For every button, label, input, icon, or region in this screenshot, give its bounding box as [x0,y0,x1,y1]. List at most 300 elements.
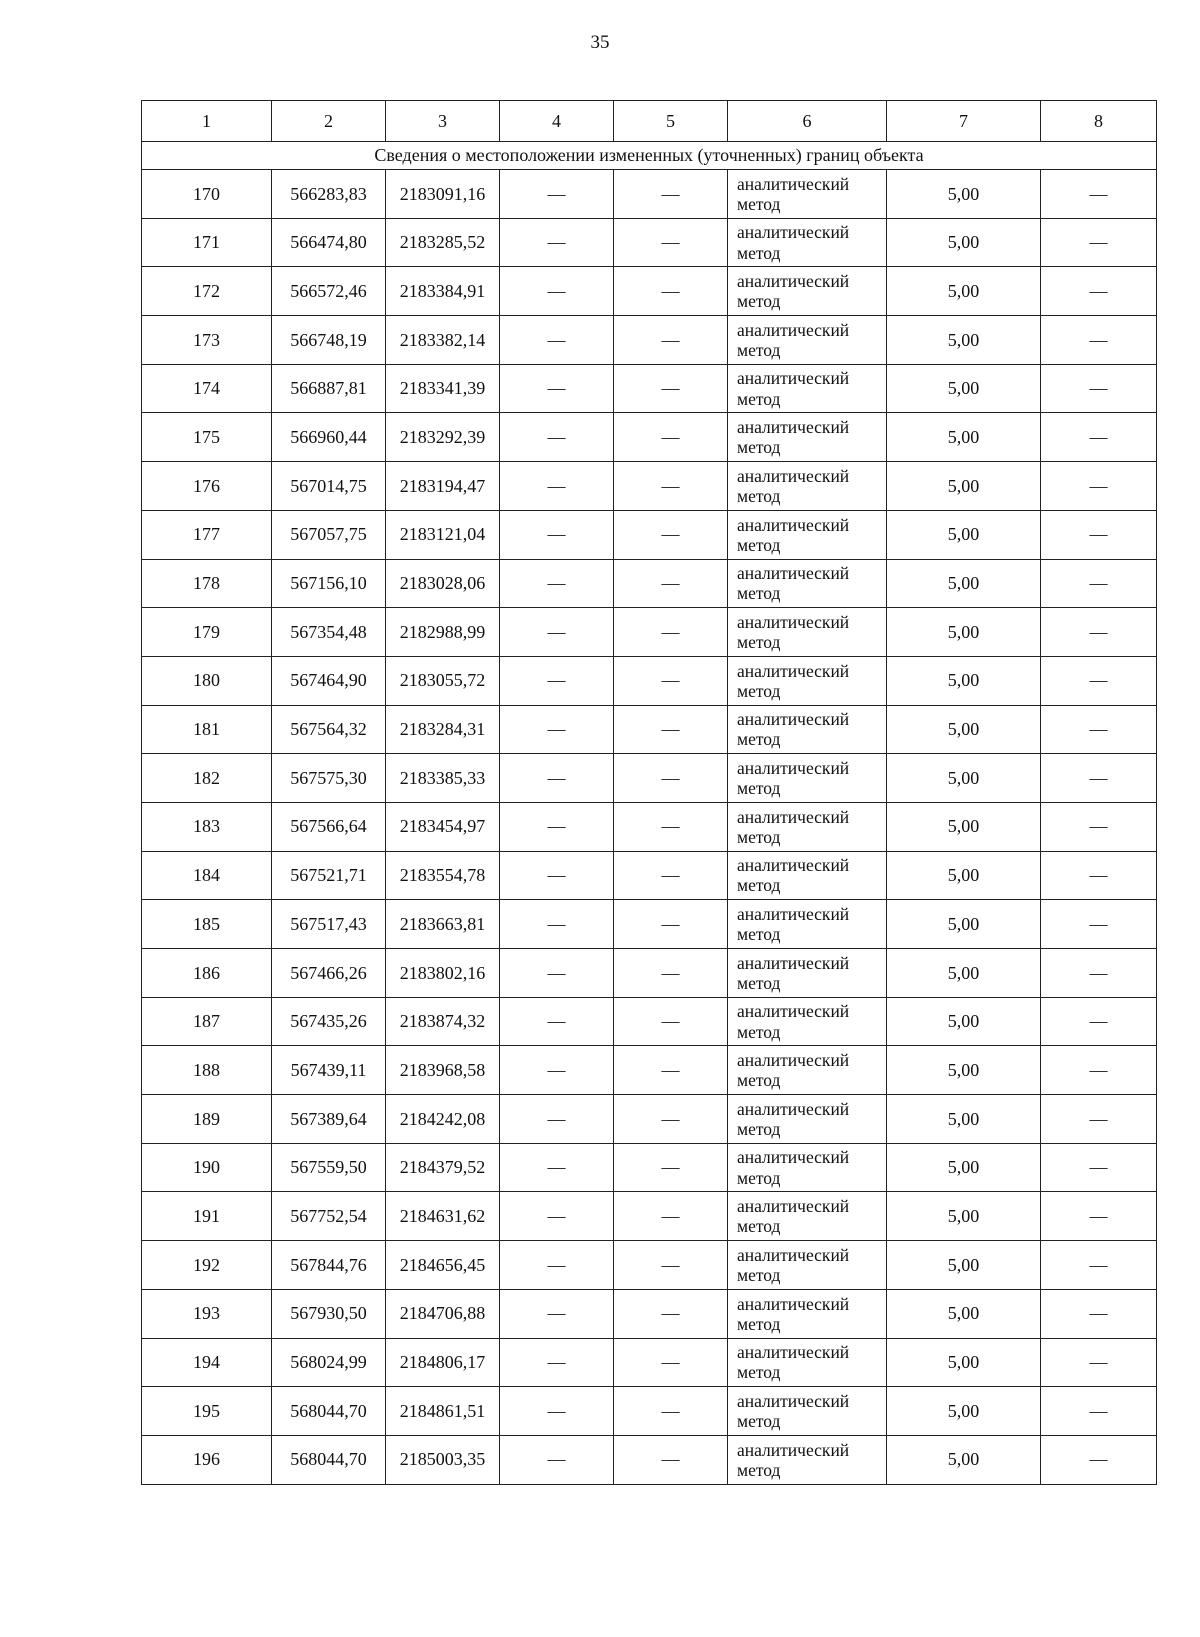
x-coordinate-cell: 567466,26 [272,949,386,998]
column-5-cell: — [614,1435,728,1484]
method-cell [728,1046,887,1095]
table-row [142,608,1157,657]
method-line-2: метод [737,729,781,750]
column-5-cell: — [614,656,728,705]
table-row [142,1192,1157,1241]
method-cell [728,705,887,754]
column-4-cell: — [500,364,614,413]
y-coordinate-cell: 2183382,14 [386,316,500,365]
x-coordinate-cell: 567389,64 [272,1095,386,1144]
column-4-cell: — [500,608,614,657]
method-cell [728,900,887,949]
column-8-cell: — [1041,1289,1157,1338]
column-5-cell: — [614,1143,728,1192]
method-line-2: метод [737,193,781,214]
point-number-cell: 189 [142,1095,272,1144]
column-header: 3 [386,101,500,142]
point-number-cell: 193 [142,1289,272,1338]
method-line-1: аналитический [737,855,850,876]
column-4-cell: — [500,997,614,1046]
method-line-1: аналитический [737,1098,850,1119]
header-row [142,101,1157,142]
method-line-2: метод [737,972,781,993]
method-line-2: метод [737,924,781,945]
method-line-1: аналитический [737,1050,850,1071]
x-coordinate-cell: 567752,54 [272,1192,386,1241]
method-line-2: метод [737,826,781,847]
point-number-cell: 171 [142,218,272,267]
point-number-cell: 173 [142,316,272,365]
y-coordinate-cell: 2184656,45 [386,1241,500,1290]
table-row [142,851,1157,900]
table-row [142,1095,1157,1144]
column-5-cell: — [614,267,728,316]
table-row [142,705,1157,754]
method-cell [728,413,887,462]
accuracy-cell: 5,00 [887,462,1041,511]
column-5-cell: — [614,218,728,267]
column-4-cell: — [500,1241,614,1290]
method-cell [728,1289,887,1338]
point-number-cell: 179 [142,608,272,657]
column-header: 7 [887,101,1041,142]
column-4-cell: — [500,802,614,851]
method-line-1: аналитический [737,1293,850,1314]
x-coordinate-cell: 568044,70 [272,1435,386,1484]
column-8-cell: — [1041,364,1157,413]
table-row [142,997,1157,1046]
column-8-cell: — [1041,949,1157,998]
column-8-cell: — [1041,802,1157,851]
method-line-1: аналитический [737,1147,850,1168]
method-line-1: аналитический [737,563,850,584]
method-line-2: метод [737,485,781,506]
x-coordinate-cell: 567435,26 [272,997,386,1046]
method-line-2: метод [737,1070,781,1091]
point-number-cell: 172 [142,267,272,316]
accuracy-cell: 5,00 [887,1046,1041,1095]
column-4-cell: — [500,1192,614,1241]
point-number-cell: 182 [142,754,272,803]
column-4-cell: — [500,754,614,803]
x-coordinate-cell: 567521,71 [272,851,386,900]
point-number-cell: 196 [142,1435,272,1484]
x-coordinate-cell: 567930,50 [272,1289,386,1338]
column-5-cell: — [614,413,728,462]
column-4-cell: — [500,851,614,900]
column-5-cell: — [614,1046,728,1095]
method-line-1: аналитический [737,806,850,827]
column-5-cell: — [614,364,728,413]
table-row [142,1387,1157,1436]
method-line-2: метод [737,1362,781,1383]
accuracy-cell: 5,00 [887,364,1041,413]
table-row [142,267,1157,316]
column-4-cell: — [500,656,614,705]
method-line-1: аналитический [737,417,850,438]
method-line-1: аналитический [737,1342,850,1363]
table-body [142,101,1157,1485]
column-4-cell: — [500,1435,614,1484]
accuracy-cell: 5,00 [887,170,1041,219]
table-row [142,949,1157,998]
y-coordinate-cell: 2183454,97 [386,802,500,851]
section-title: Сведения о местоположении измененных (уточненных) границ объекта [142,142,1157,170]
method-cell [728,1387,887,1436]
column-4-cell: — [500,218,614,267]
method-line-1: аналитический [737,660,850,681]
method-line-2: метод [737,583,781,604]
accuracy-cell: 5,00 [887,851,1041,900]
method-line-2: метод [737,242,781,263]
method-cell [728,316,887,365]
table-row [142,462,1157,511]
point-number-cell: 188 [142,1046,272,1095]
column-8-cell: — [1041,705,1157,754]
column-8-cell: — [1041,316,1157,365]
y-coordinate-cell: 2183968,58 [386,1046,500,1095]
column-8-cell: — [1041,1338,1157,1387]
y-coordinate-cell: 2183385,33 [386,754,500,803]
y-coordinate-cell: 2183292,39 [386,413,500,462]
point-number-cell: 191 [142,1192,272,1241]
x-coordinate-cell: 567156,10 [272,559,386,608]
column-4-cell: — [500,705,614,754]
column-4-cell: — [500,1095,614,1144]
x-coordinate-cell: 568024,99 [272,1338,386,1387]
method-cell [728,802,887,851]
column-4-cell: — [500,316,614,365]
column-4-cell: — [500,510,614,559]
x-coordinate-cell: 566283,83 [272,170,386,219]
point-number-cell: 183 [142,802,272,851]
y-coordinate-cell: 2184242,08 [386,1095,500,1144]
column-5-cell: — [614,1095,728,1144]
method-line-2: метод [737,1216,781,1237]
point-number-cell: 185 [142,900,272,949]
method-line-2: метод [737,339,781,360]
column-4-cell: — [500,1338,614,1387]
x-coordinate-cell: 567566,64 [272,802,386,851]
table-row [142,510,1157,559]
method-line-1: аналитический [737,952,850,973]
table-row [142,1435,1157,1484]
column-5-cell: — [614,608,728,657]
method-cell [728,267,887,316]
column-header: 2 [272,101,386,142]
column-8-cell: — [1041,1387,1157,1436]
method-line-2: метод [737,1313,781,1334]
table-row [142,1046,1157,1095]
accuracy-cell: 5,00 [887,316,1041,365]
x-coordinate-cell: 567575,30 [272,754,386,803]
column-8-cell: — [1041,218,1157,267]
column-4-cell: — [500,559,614,608]
method-line-2: метод [737,291,781,312]
method-cell [728,949,887,998]
x-coordinate-cell: 566572,46 [272,267,386,316]
column-5-cell: — [614,1241,728,1290]
method-line-1: аналитический [737,1196,850,1217]
table-row [142,656,1157,705]
method-cell [728,997,887,1046]
x-coordinate-cell: 566960,44 [272,413,386,462]
column-8-cell: — [1041,851,1157,900]
method-cell [728,656,887,705]
point-number-cell: 194 [142,1338,272,1387]
method-line-1: аналитический [737,1244,850,1265]
page-number: 35 [590,32,610,53]
x-coordinate-cell: 567844,76 [272,1241,386,1290]
y-coordinate-cell: 2183194,47 [386,462,500,511]
column-5-cell: — [614,316,728,365]
method-line-1: аналитический [737,1001,850,1022]
method-line-1: аналитический [737,173,850,194]
method-cell [728,559,887,608]
accuracy-cell: 5,00 [887,705,1041,754]
y-coordinate-cell: 2183341,39 [386,364,500,413]
table-row [142,1289,1157,1338]
y-coordinate-cell: 2183121,04 [386,510,500,559]
method-cell [728,1241,887,1290]
y-coordinate-cell: 2183554,78 [386,851,500,900]
x-coordinate-cell: 566474,80 [272,218,386,267]
y-coordinate-cell: 2183802,16 [386,949,500,998]
point-number-cell: 186 [142,949,272,998]
y-coordinate-cell: 2183663,81 [386,900,500,949]
column-5-cell: — [614,559,728,608]
column-header: 4 [500,101,614,142]
accuracy-cell: 5,00 [887,1289,1041,1338]
column-8-cell: — [1041,900,1157,949]
accuracy-cell: 5,00 [887,802,1041,851]
point-number-cell: 184 [142,851,272,900]
table-row [142,900,1157,949]
column-8-cell: — [1041,656,1157,705]
column-8-cell: — [1041,997,1157,1046]
x-coordinate-cell: 567014,75 [272,462,386,511]
method-line-2: метод [737,632,781,653]
accuracy-cell: 5,00 [887,1435,1041,1484]
method-line-1: аналитический [737,368,850,389]
method-line-2: метод [737,388,781,409]
column-5-cell: — [614,1338,728,1387]
point-number-cell: 175 [142,413,272,462]
x-coordinate-cell: 566748,19 [272,316,386,365]
point-number-cell: 178 [142,559,272,608]
method-cell [728,364,887,413]
method-line-1: аналитический [737,1390,850,1411]
method-line-2: метод [737,1411,781,1432]
table-row [142,754,1157,803]
point-number-cell: 192 [142,1241,272,1290]
method-line-1: аналитический [737,757,850,778]
accuracy-cell: 5,00 [887,267,1041,316]
method-cell [728,754,887,803]
method-line-1: аналитический [737,709,850,730]
column-5-cell: — [614,1387,728,1436]
accuracy-cell: 5,00 [887,510,1041,559]
x-coordinate-cell: 567057,75 [272,510,386,559]
column-8-cell: — [1041,170,1157,219]
method-cell [728,1338,887,1387]
method-cell [728,1095,887,1144]
accuracy-cell: 5,00 [887,1338,1041,1387]
point-number-cell: 170 [142,170,272,219]
column-8-cell: — [1041,1046,1157,1095]
accuracy-cell: 5,00 [887,754,1041,803]
accuracy-cell: 5,00 [887,559,1041,608]
column-8-cell: — [1041,1095,1157,1144]
table-row [142,364,1157,413]
x-coordinate-cell: 567559,50 [272,1143,386,1192]
table-row [142,1143,1157,1192]
table-row [142,802,1157,851]
y-coordinate-cell: 2183091,16 [386,170,500,219]
method-line-1: аналитический [737,514,850,535]
point-number-cell: 180 [142,656,272,705]
accuracy-cell: 5,00 [887,900,1041,949]
column-4-cell: — [500,1387,614,1436]
table-row [142,559,1157,608]
method-cell [728,1143,887,1192]
point-number-cell: 177 [142,510,272,559]
column-4-cell: — [500,1289,614,1338]
accuracy-cell: 5,00 [887,997,1041,1046]
table-row [142,170,1157,219]
accuracy-cell: 5,00 [887,608,1041,657]
y-coordinate-cell: 2183028,06 [386,559,500,608]
column-5-cell: — [614,705,728,754]
accuracy-cell: 5,00 [887,413,1041,462]
method-line-1: аналитический [737,319,850,340]
column-8-cell: — [1041,1435,1157,1484]
coordinates-table [141,100,1157,1485]
y-coordinate-cell: 2184806,17 [386,1338,500,1387]
method-line-2: метод [737,1021,781,1042]
column-5-cell: — [614,900,728,949]
accuracy-cell: 5,00 [887,218,1041,267]
column-8-cell: — [1041,267,1157,316]
column-4-cell: — [500,462,614,511]
column-4-cell: — [500,1046,614,1095]
x-coordinate-cell: 566887,81 [272,364,386,413]
method-cell [728,462,887,511]
column-8-cell: — [1041,1192,1157,1241]
accuracy-cell: 5,00 [887,1241,1041,1290]
table-row [142,316,1157,365]
column-5-cell: — [614,170,728,219]
column-5-cell: — [614,851,728,900]
method-line-2: метод [737,1118,781,1139]
table-row [142,413,1157,462]
x-coordinate-cell: 567564,32 [272,705,386,754]
column-5-cell: — [614,1289,728,1338]
method-line-2: метод [737,1167,781,1188]
point-number-cell: 174 [142,364,272,413]
x-coordinate-cell: 568044,70 [272,1387,386,1436]
column-5-cell: — [614,462,728,511]
y-coordinate-cell: 2183055,72 [386,656,500,705]
accuracy-cell: 5,00 [887,1143,1041,1192]
x-coordinate-cell: 567464,90 [272,656,386,705]
column-8-cell: — [1041,754,1157,803]
method-line-2: метод [737,437,781,458]
column-5-cell: — [614,802,728,851]
x-coordinate-cell: 567354,48 [272,608,386,657]
column-5-cell: — [614,1192,728,1241]
column-5-cell: — [614,997,728,1046]
column-4-cell: — [500,170,614,219]
column-4-cell: — [500,267,614,316]
method-line-1: аналитический [737,271,850,292]
column-4-cell: — [500,413,614,462]
column-5-cell: — [614,754,728,803]
y-coordinate-cell: 2183285,52 [386,218,500,267]
method-cell [728,170,887,219]
section-title-row [142,142,1157,170]
method-cell [728,608,887,657]
column-8-cell: — [1041,1241,1157,1290]
accuracy-cell: 5,00 [887,1387,1041,1436]
point-number-cell: 187 [142,997,272,1046]
y-coordinate-cell: 2183384,91 [386,267,500,316]
y-coordinate-cell: 2183284,31 [386,705,500,754]
y-coordinate-cell: 2184631,62 [386,1192,500,1241]
y-coordinate-cell: 2184706,88 [386,1289,500,1338]
x-coordinate-cell: 567517,43 [272,900,386,949]
accuracy-cell: 5,00 [887,949,1041,998]
method-cell [728,218,887,267]
column-8-cell: — [1041,608,1157,657]
method-cell [728,1192,887,1241]
column-8-cell: — [1041,510,1157,559]
accuracy-cell: 5,00 [887,656,1041,705]
method-line-2: метод [737,680,781,701]
point-number-cell: 190 [142,1143,272,1192]
column-header: 6 [728,101,887,142]
point-number-cell: 176 [142,462,272,511]
method-line-1: аналитический [737,904,850,925]
column-header: 5 [614,101,728,142]
column-header: 1 [142,101,272,142]
accuracy-cell: 5,00 [887,1095,1041,1144]
method-line-2: метод [737,534,781,555]
method-line-2: метод [737,1459,781,1480]
method-line-2: метод [737,778,781,799]
column-8-cell: — [1041,462,1157,511]
y-coordinate-cell: 2184861,51 [386,1387,500,1436]
point-number-cell: 181 [142,705,272,754]
column-8-cell: — [1041,413,1157,462]
table-row [142,1241,1157,1290]
y-coordinate-cell: 2185003,35 [386,1435,500,1484]
method-line-1: аналитический [737,465,850,486]
accuracy-cell: 5,00 [887,1192,1041,1241]
method-line-1: аналитический [737,222,850,243]
column-5-cell: — [614,949,728,998]
column-8-cell: — [1041,1143,1157,1192]
method-line-2: метод [737,1264,781,1285]
method-cell [728,851,887,900]
y-coordinate-cell: 2183874,32 [386,997,500,1046]
method-line-2: метод [737,875,781,896]
column-8-cell: — [1041,559,1157,608]
method-line-1: аналитический [737,1439,850,1460]
column-header: 8 [1041,101,1157,142]
method-line-1: аналитический [737,611,850,632]
method-cell [728,1435,887,1484]
